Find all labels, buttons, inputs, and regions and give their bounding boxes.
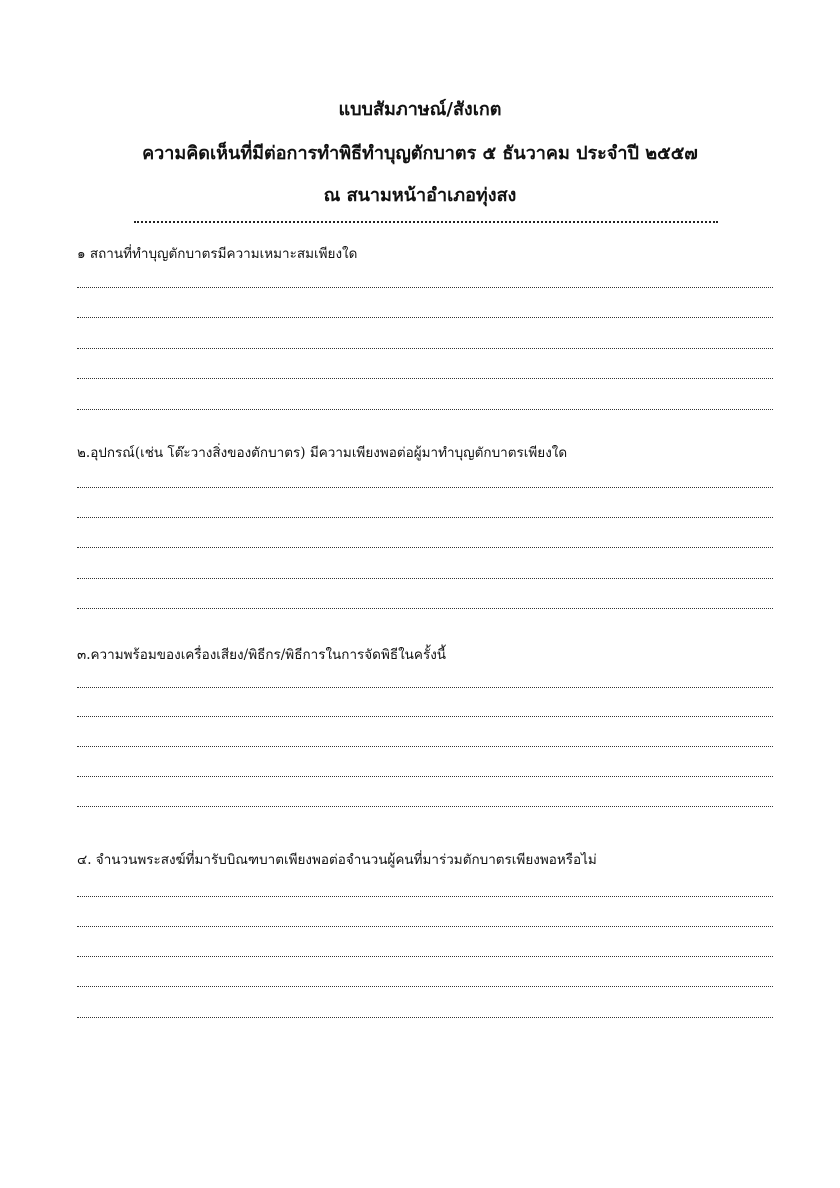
answer-line-q1-2[interactable] xyxy=(77,317,773,318)
answer-line-q4-2[interactable] xyxy=(77,926,773,927)
answer-line-q1-5[interactable] xyxy=(77,409,773,410)
form-subtitle: ความคิดเห็นที่มีต่อการทำพิธีทำบุญตักบาตร ๕ ธันวาคม ประจำปี ๒๕๕๗ xyxy=(142,143,698,164)
answer-line-q2-3[interactable] xyxy=(77,547,773,548)
answer-line-q2-2[interactable] xyxy=(77,517,773,518)
question-3: ๓.ความพร้อมของเครื่องเสียง/พิธีกร/พิธีการในการจัดพิธีในครั้งนี้ xyxy=(77,647,447,663)
answer-line-q4-1[interactable] xyxy=(77,896,773,897)
answer-line-q3-1[interactable] xyxy=(77,687,773,688)
form-title: แบบสัมภาษณ์/สังเกต xyxy=(338,99,502,120)
question-2: ๒.อุปกรณ์(เช่น โต๊ะวางสิ่งของตักบาตร) มีความเพียงพอต่อผู้มาทำบุญตักบาตรเพียงใด xyxy=(77,445,568,461)
answer-line-q4-3[interactable] xyxy=(77,956,773,957)
question-4: ๔. จำนวนพระสงฆ์ที่มารับบิณฑบาตเพียงพอต่อจำนวนผู้คนที่มาร่วมตักบาตรเพียงพอหรือไม่ xyxy=(77,852,597,868)
answer-line-q3-3[interactable] xyxy=(77,746,773,747)
answer-line-q2-5[interactable] xyxy=(77,608,773,609)
answer-line-q3-4[interactable] xyxy=(77,776,773,777)
answer-line-q4-5[interactable] xyxy=(77,1017,773,1018)
answer-line-q3-5[interactable] xyxy=(77,806,773,807)
answer-line-q2-4[interactable] xyxy=(77,578,773,579)
answer-line-q1-1[interactable] xyxy=(77,287,773,288)
question-1: ๑ สถานที่ทำบุญตักบาตรมีความเหมาะสมเพียงใด xyxy=(77,246,358,262)
answer-line-q3-2[interactable] xyxy=(77,716,773,717)
header-divider xyxy=(134,221,718,223)
answer-line-q4-4[interactable] xyxy=(77,986,773,987)
answer-line-q1-3[interactable] xyxy=(77,348,773,349)
answer-line-q1-4[interactable] xyxy=(77,378,773,379)
form-location: ณ สนามหน้าอำเภอทุ่งสง xyxy=(323,185,517,206)
answer-line-q2-1[interactable] xyxy=(77,487,773,488)
